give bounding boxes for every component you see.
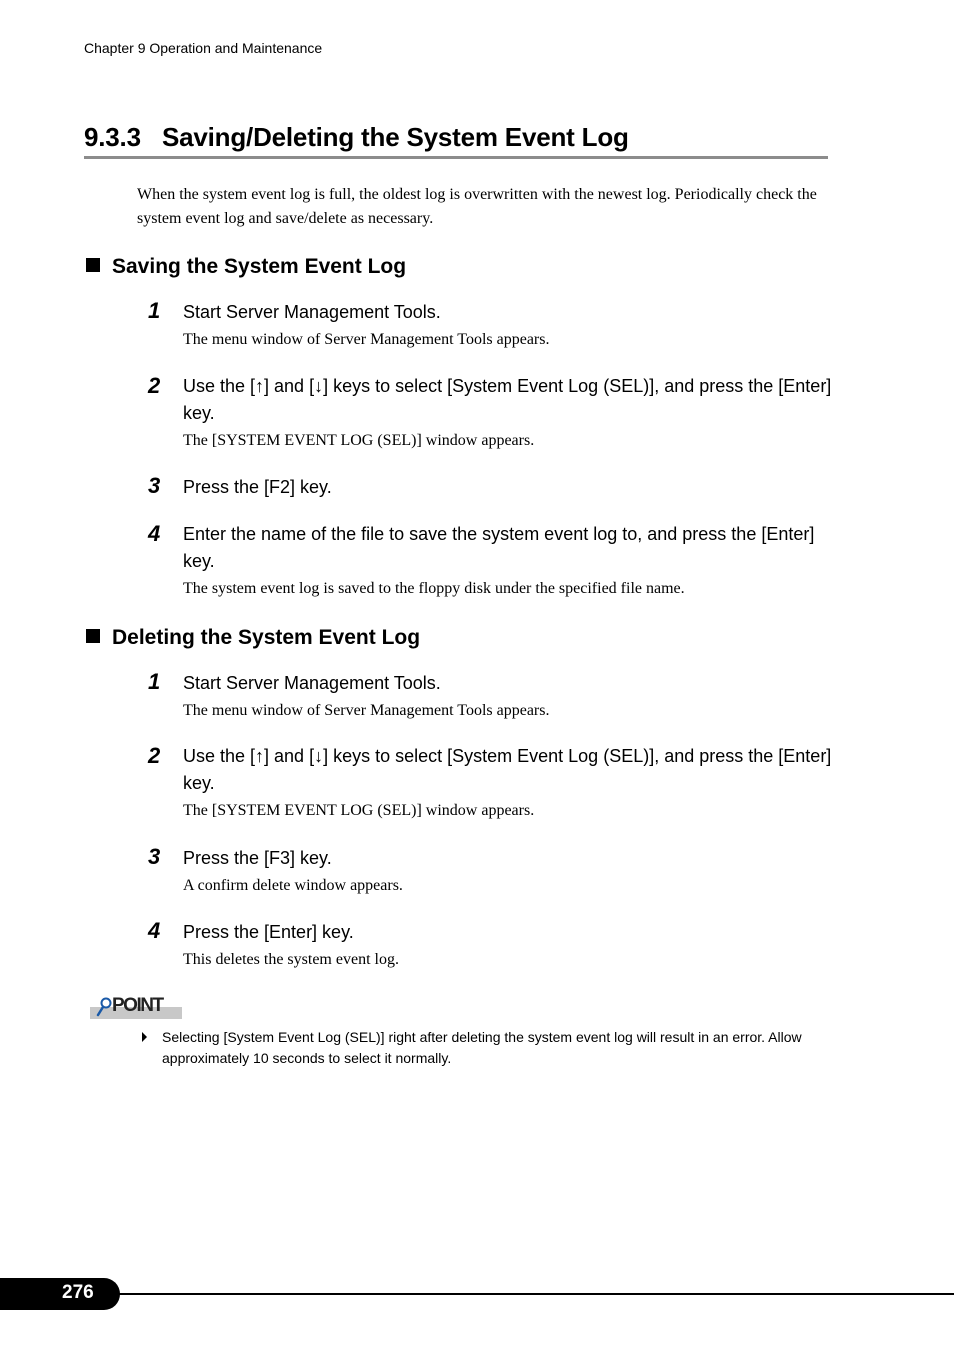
deleting-step-3-text: Press the [F3] key. <box>183 848 332 868</box>
deleting-heading-text: Deleting the System Event Log <box>112 626 421 649</box>
square-bullet-icon <box>86 258 100 272</box>
deleting-step-1-text: Start Server Management Tools. <box>183 673 441 693</box>
deleting-step-4-result: This deletes the system event log. <box>183 951 399 968</box>
section-title-text: Saving/Deleting the System Event Log <box>162 122 629 152</box>
deleting-step-3-number: 3 <box>148 844 161 869</box>
saving-heading-text: Saving the System Event Log <box>112 255 407 278</box>
page-number-tab <box>0 1278 120 1310</box>
footer-rule <box>110 1293 954 1295</box>
running-head: Chapter 9 Operation and Maintenance <box>84 40 323 56</box>
saving-step-4-result: The system event log is saved to the floppy disk under the specified file name. <box>183 580 685 597</box>
deleting-heading <box>86 626 420 650</box>
section-title <box>84 122 629 153</box>
section-title-rule <box>84 156 828 159</box>
saving-step-1-result: The menu window of Server Management Tools appears. <box>183 331 550 348</box>
intro-paragraph: When the system event log is full, the oldest log is overwritten with the newest log. Periodically check the system event log and save/delete as necessary. <box>137 186 817 227</box>
saving-step-2-text: Use the [↑] and [↓] keys to select [System Event Log (SEL)], and press the [Enter] key. <box>183 376 832 423</box>
page-number: 276 <box>62 1282 94 1303</box>
deleting-step-1-number: 1 <box>148 669 161 694</box>
saving-step-1-number: 1 <box>148 298 161 323</box>
magnifier-icon <box>96 997 112 1017</box>
saving-step-3-number: 3 <box>148 473 161 498</box>
square-bullet-icon <box>86 629 100 643</box>
saving-step-2-number: 2 <box>148 373 161 398</box>
deleting-step-2-text: Use the [↑] and [↓] keys to select [System Event Log (SEL)], and press the [Enter] key. <box>183 746 832 793</box>
saving-step-1-text: Start Server Management Tools. <box>183 302 441 322</box>
deleting-step-4-number: 4 <box>148 918 161 943</box>
deleting-step-3-result: A confirm delete window appears. <box>183 877 403 894</box>
saving-step-4-text: Enter the name of the file to save the system event log to, and press the [Enter] key. <box>183 524 815 571</box>
saving-heading <box>86 255 406 279</box>
point-badge <box>90 995 182 1023</box>
section-number: 9.3.3 <box>84 122 141 152</box>
point-label: POINT <box>112 995 163 1016</box>
deleting-step-2-number: 2 <box>148 743 161 768</box>
point-note: Selecting [System Event Log (SEL)] right after deleting the system event log will result in an error. Allow approximately 10 seconds to select it normally. <box>162 1029 802 1066</box>
saving-step-4-number: 4 <box>148 521 161 546</box>
saving-step-3-text: Press the [F2] key. <box>183 477 332 497</box>
deleting-step-2-result: The [SYSTEM EVENT LOG (SEL)] window appears. <box>183 802 535 819</box>
saving-step-2-result: The [SYSTEM EVENT LOG (SEL)] window appears. <box>183 432 535 449</box>
deleting-step-1-result: The menu window of Server Management Tools appears. <box>183 702 550 719</box>
triangle-bullet-icon <box>142 1032 147 1042</box>
deleting-step-4-text: Press the [Enter] key. <box>183 922 354 942</box>
